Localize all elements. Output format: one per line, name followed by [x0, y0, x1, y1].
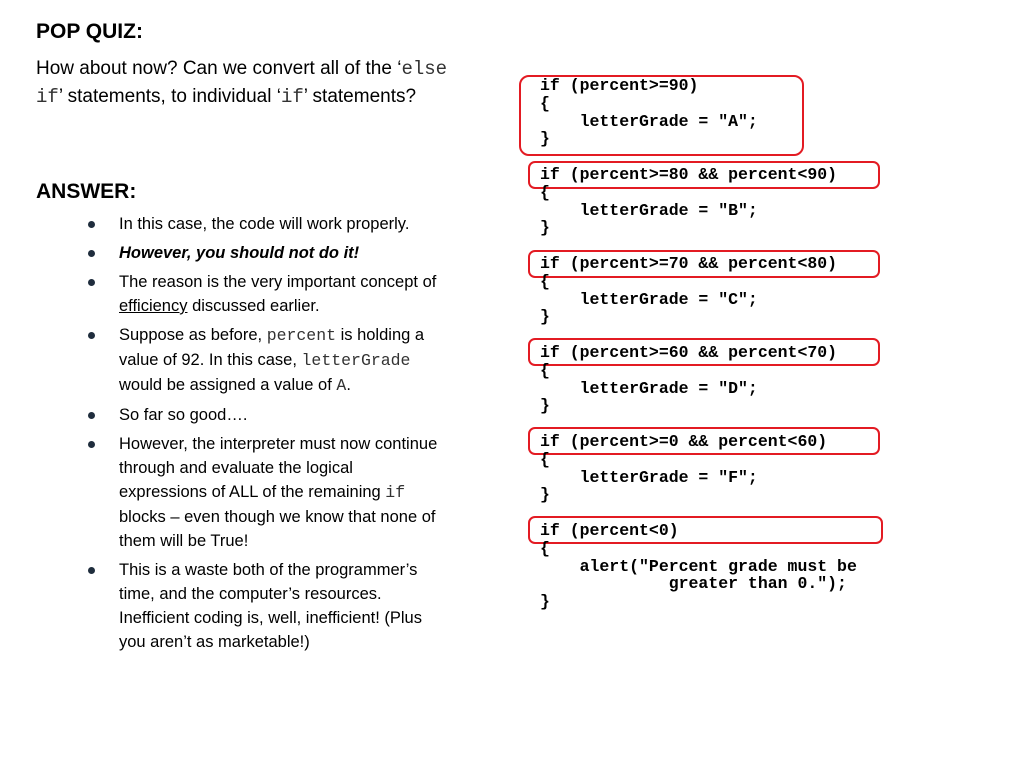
bullet-text: blocks – even though we know that none of them will be True!	[119, 508, 436, 550]
bullet-code-lettergrade: letterGrade	[301, 351, 411, 370]
code-line: {	[540, 360, 550, 380]
code-line: if (percent>=90)	[540, 76, 699, 95]
code-line: }	[540, 396, 550, 416]
bullet-dot-icon	[88, 221, 95, 228]
code-line: {	[540, 93, 550, 113]
code-line: }	[540, 485, 550, 505]
bullet-dot-icon	[88, 250, 95, 257]
bullet-text: This is a waste both of the programmer’s time, and the computer’s resources. Inefficient coding is, well, inefficient! (Plus you aren’t as marketable!)	[119, 561, 422, 651]
code-line: alert("Percent grade must be	[540, 556, 857, 576]
code-line	[540, 237, 857, 255]
bullet-code-percent: percent	[266, 326, 336, 345]
bullet-text: However, the interpreter must now continue through and evaluate the logical expressions of ALL of the remaining	[119, 435, 438, 501]
bullet-text: .	[346, 376, 351, 394]
bullet-item	[78, 558, 438, 654]
quiz-question	[36, 55, 456, 111]
bullet-item	[78, 212, 438, 236]
bullet-underlined-term: efficiency	[119, 297, 188, 315]
code-line: if (percent>=60 && percent<70)	[540, 342, 838, 362]
code-line: }	[540, 218, 550, 238]
question-code-else-if: else if	[36, 58, 448, 108]
bullet-item	[78, 241, 438, 265]
bullet-code-if: if	[385, 483, 406, 502]
bullet-dot-icon	[88, 567, 95, 574]
code-line: greater than 0.");	[540, 574, 847, 594]
bullet-text: So far so good….	[119, 406, 248, 424]
bullet-dot-icon	[88, 412, 95, 419]
code-line: if (percent>=80 && percent<90)	[540, 164, 838, 184]
answer-heading: ANSWER:	[36, 180, 137, 203]
code-line: letterGrade = "B";	[540, 200, 758, 220]
code-line: letterGrade = "C";	[540, 289, 758, 309]
code-line: {	[540, 182, 550, 202]
code-line: letterGrade = "F";	[540, 467, 758, 487]
bullet-item	[78, 323, 438, 398]
code-line: }	[540, 307, 550, 327]
code-line	[540, 504, 857, 522]
bullet-text: In this case, the code will work properly.	[119, 215, 410, 233]
bullet-item	[78, 432, 438, 553]
code-line: {	[540, 271, 550, 291]
bullet-text: would be assigned a value of	[119, 376, 337, 394]
code-line: {	[540, 538, 550, 558]
question-text-3: ’ statements?	[303, 86, 417, 107]
code-line: if (percent<0)	[540, 520, 679, 540]
bullet-text: is holding a value of 92. In this case,	[119, 326, 425, 369]
bullet-text-emphasis: However, you should not do it!	[119, 244, 360, 262]
bullet-item	[78, 403, 438, 427]
code-block	[540, 77, 857, 611]
bullet-dot-icon	[88, 332, 95, 339]
slide-title: POP QUIZ:	[36, 20, 143, 43]
bullet-item	[78, 270, 438, 318]
question-text-2: ’ statements, to individual ‘	[58, 86, 281, 107]
code-line: {	[540, 449, 550, 469]
code-line: }	[540, 129, 550, 149]
code-line: letterGrade = "A";	[540, 111, 758, 131]
code-line	[540, 148, 857, 166]
code-line	[540, 326, 857, 344]
code-line	[540, 415, 857, 433]
question-text-1: How about now? Can we convert all of the ‘	[36, 58, 402, 79]
bullet-text: discussed earlier.	[187, 297, 320, 315]
bullet-text: Suppose as before,	[119, 326, 267, 344]
question-code-if: if	[280, 86, 304, 108]
code-line: if (percent>=0 && percent<60)	[540, 431, 828, 451]
bullet-dot-icon	[88, 441, 95, 448]
bullet-text: The reason is the very important concept of	[119, 273, 437, 291]
code-line: }	[540, 592, 550, 612]
answer-bullet-list	[78, 212, 438, 659]
bullet-dot-icon	[88, 279, 95, 286]
bullet-code-a: A	[336, 376, 347, 395]
code-line: if (percent>=70 && percent<80)	[540, 253, 838, 273]
code-line: letterGrade = "D";	[540, 378, 758, 398]
